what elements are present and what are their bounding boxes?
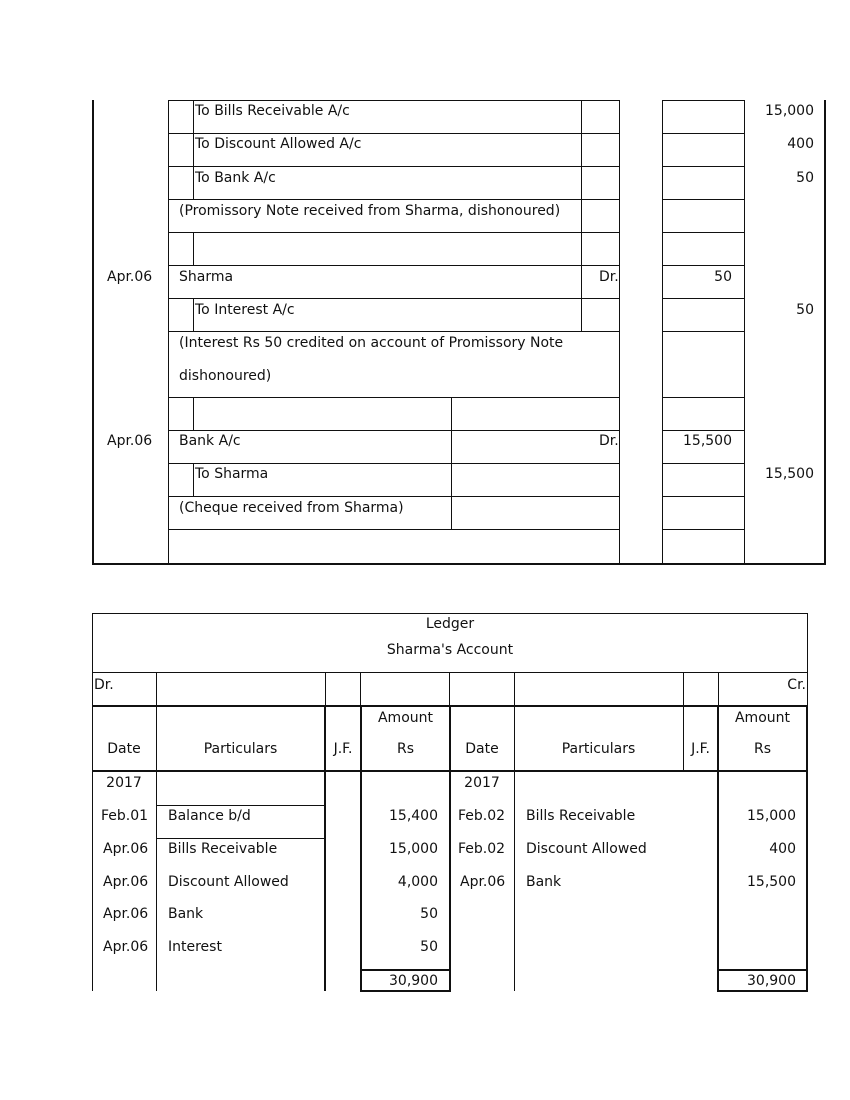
ledger-header-particulars-dr: Particulars [203,741,278,757]
ledger-dr-date-1: Feb.01 [101,808,149,824]
ledger-dr-date-3: Apr.06 [103,874,149,890]
ledger-cr-year: 2017 [464,775,500,791]
journal-debit-1: 50 [714,269,732,285]
ledger-cr-amount-2: 400 [769,841,796,857]
ledger-cr-particulars-1: Bills Receivable [526,808,636,824]
journal-particulars-1: To Bills Receivable A/c [195,103,350,119]
ledger-dr-date-4: Apr.06 [103,906,149,922]
ledger-dr-amount-1: 15,400 [389,808,438,824]
ledger-header-amount-cr: Amount [734,710,790,726]
journal-border-bottom [92,563,826,565]
journal-narration-1: (Promissory Note received from Sharma, dishonoured) [179,203,561,219]
journal-credit-to-sharma: 15,500 [765,466,814,482]
journal-date-apr06-1: Apr.06 [107,269,153,285]
ledger-dr-particulars-1: Balance b/d [168,808,251,824]
ledger-header-rs-dr: Rs [396,741,415,757]
journal-narration-3: (Cheque received from Sharma) [179,500,404,516]
journal-narration-2b: dishonoured) [179,368,272,384]
ledger-dr-amount-5: 50 [420,939,438,955]
ledger-header-jf-dr: J.F. [333,741,353,757]
journal-particulars-3: To Bank A/c [195,170,276,186]
ledger-dr-amount-4: 50 [420,906,438,922]
ledger-header-jf-cr: J.F. [691,741,710,757]
ledger-dr-total: 30,900 [389,973,438,989]
ledger-cr-date-2: Feb.02 [458,841,506,857]
journal-particulars-2: To Discount Allowed A/c [195,136,362,152]
ledger-dr-particulars-3: Discount Allowed [168,874,289,890]
journal-date-apr06-2: Apr.06 [107,433,153,449]
ledger-dr-particulars-2: Bills Receivable [168,841,278,857]
ledger-dr-particulars-4: Bank [168,906,204,922]
journal-credit-2: 400 [787,136,814,152]
ledger-cr-label: Cr. [787,677,806,693]
ledger-cr-particulars-2: Discount Allowed [526,841,647,857]
ledger-dr-label: Dr. [94,677,114,693]
ledger-dr-particulars-5: Interest [168,939,222,955]
ledger-header-rs-cr: Rs [753,741,772,757]
journal-debit-2: 15,500 [683,433,732,449]
journal-dr-mark-1: Dr. [599,269,619,285]
ledger-dr-date-5: Apr.06 [103,939,149,955]
journal-credit-interest: 50 [796,302,814,318]
ledger-account [0,600,850,1020]
ledger-header-date-cr: Date [465,741,499,757]
journal-border-right [824,100,826,564]
journal-narration-2a: (Interest Rs 50 credited on account of Promissory Note [179,335,564,351]
ledger-cr-date-1: Feb.02 [458,808,506,824]
ledger-dr-amount-2: 15,000 [389,841,438,857]
journal-particulars-bank: Bank A/c [179,433,241,449]
ledger-title: Ledger [425,616,475,632]
journal-dr-mark-2: Dr. [599,433,619,449]
ledger-account-name: Sharma's Account [386,642,514,658]
ledger-header-date-dr: Date [107,741,141,757]
ledger-dr-date-2: Apr.06 [103,841,149,857]
ledger-cr-date-3: Apr.06 [460,874,506,890]
journal-particulars-interest: To Interest A/c [195,302,295,318]
ledger-cr-amount-3: 15,500 [747,874,796,890]
journal-particulars-sharma: Sharma [179,269,234,285]
journal-border-left [92,100,94,564]
ledger-dr-year: 2017 [106,775,142,791]
journal-credit-1: 15,000 [765,103,814,119]
ledger-dr-amount-3: 4,000 [397,874,438,890]
ledger-header-amount-dr: Amount [377,710,433,726]
ledger-header-particulars-cr: Particulars [561,741,636,757]
ledger-cr-total: 30,900 [747,973,796,989]
ledger-cr-particulars-3: Bank [526,874,562,890]
journal-particulars-to-sharma: To Sharma [195,466,269,482]
journal-credit-3: 50 [796,170,814,186]
ledger-cr-amount-1: 15,000 [747,808,796,824]
